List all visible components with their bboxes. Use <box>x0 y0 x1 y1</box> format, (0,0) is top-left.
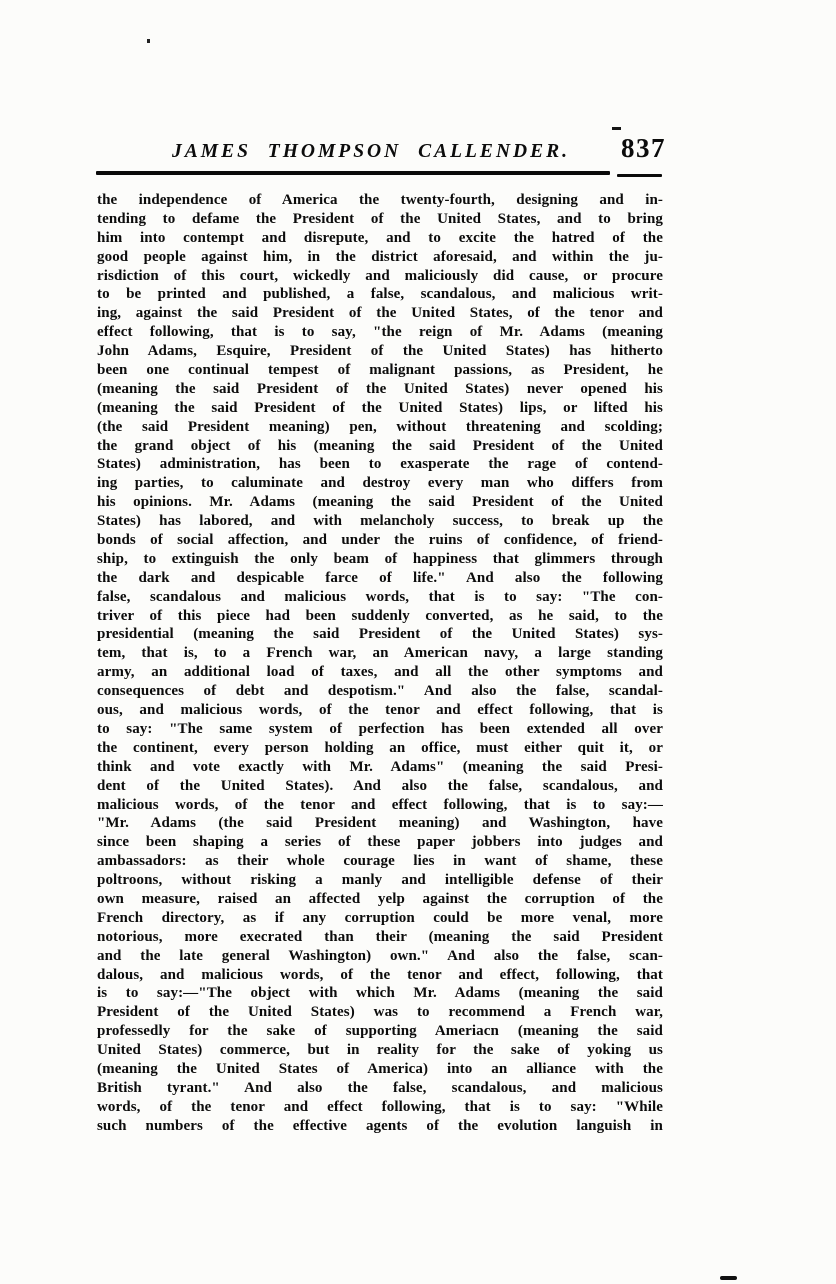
text-line: professedly for the sake of supporting Ameriacn (meaning the said <box>97 1023 663 1040</box>
running-head-title: JAMES THOMPSON CALLENDER. <box>171 141 570 162</box>
text-line: ambassadors: as their whole courage lies in want of shame, these <box>97 853 663 870</box>
text-line: notorious, more execrated than their (meaning the said President <box>97 928 663 945</box>
text-line: tem, that is, to a French war, an American navy, a large standing <box>97 645 663 662</box>
text-line: dalous, and malicious words, of the tenor and effect, following, that <box>97 966 663 983</box>
text-line: the grand object of his (meaning the said President of the United <box>97 437 663 454</box>
text-line: bonds of social affection, and under the ruins of confidence, of friend- <box>97 532 663 549</box>
text-line: "Mr. Adams (the said President meaning) and Washington, have <box>97 815 663 832</box>
text-line: effect following, that is to say, "the reign of Mr. Adams (meaning <box>97 324 663 341</box>
text-line: the dark and despicable farce of life." And also the following <box>97 569 663 586</box>
text-line: and the late general Washington) own." And also the false, scan- <box>97 947 663 964</box>
text-line: such numbers of the effective agents of the evolution languish in <box>97 1117 663 1134</box>
text-line: President of the United States) was to recommend a French war, <box>97 1004 663 1021</box>
text-line: triver of this piece had been suddenly converted, as he said, to the <box>97 607 663 624</box>
text-line: him into contempt and disrepute, and to excite the hatred of the <box>97 229 663 246</box>
text-line: States) administration, has been to exasperate the rage of contend- <box>97 456 663 473</box>
header-rule-long <box>96 171 610 175</box>
text-line: been one continual tempest of malignant passions, as President, he <box>97 362 663 379</box>
text-line: States) has labored, and with melancholy success, to break up the <box>97 513 663 530</box>
text-line: (meaning the said President of the United States) never opened his <box>97 380 663 397</box>
text-line: ship, to extinguish the only beam of happiness that glimmers through <box>97 550 663 567</box>
text-line: malicious words, of the tenor and effect following, that is to say:— <box>97 796 663 813</box>
text-line: (meaning the United States of America) into an alliance with the <box>97 1060 663 1077</box>
text-line: presidential (meaning the said President of the United States) sys- <box>97 626 663 643</box>
text-line: own measure, raised an affected yelp against the corruption of the <box>97 890 663 907</box>
text-line: to say: "The same system of perfection has been extended all over <box>97 720 663 737</box>
ink-dash-icon <box>612 127 621 130</box>
text-line: is to say:—"The object with which Mr. Adams (meaning the said <box>97 985 663 1002</box>
text-line: think and vote exactly with Mr. Adams" (meaning the said Presi- <box>97 758 663 775</box>
text-line: poltroons, without risking a manly and intelligible defense of their <box>97 872 663 889</box>
text-line: ing, against the said President of the United States, of the tenor and <box>97 305 663 322</box>
ink-speck-icon <box>147 39 150 43</box>
text-line: good people against him, in the district aforesaid, and within the ju- <box>97 248 663 265</box>
header-rule-short <box>617 174 662 177</box>
text-line: the independence of America the twenty-fourth, designing and in- <box>97 192 663 208</box>
text-line: consequences of debt and despotism." And also the false, scandal- <box>97 683 663 700</box>
text-line: John Adams, Esquire, President of the United States) has hitherto <box>97 343 663 360</box>
text-line: British tyrant." And also the false, scandalous, and malicious <box>97 1079 663 1096</box>
text-line: to be printed and published, a false, scandalous, and malicious writ- <box>97 286 663 303</box>
text-line: ing parties, to caluminate and destroy every man who differs from <box>97 475 663 492</box>
page-number: 837 <box>621 133 666 163</box>
text-line: French directory, as if any corruption could be more venal, more <box>97 909 663 926</box>
text-line: (meaning the said President of the United States) lips, or lifted his <box>97 399 663 416</box>
text-line: his opinions. Mr. Adams (meaning the said President of the United <box>97 494 663 511</box>
text-line: the continent, every person holding an office, must either quit it, or <box>97 739 663 756</box>
ink-smudge-icon <box>720 1276 737 1280</box>
text-line: (the said President meaning) pen, without threatening and scolding; <box>97 418 663 435</box>
text-line: words, of the tenor and effect following, that is to say: "While <box>97 1098 663 1115</box>
body-text-block <box>97 191 663 1136</box>
text-line: risdiction of this court, wickedly and maliciously did cause, or procure <box>97 267 663 284</box>
text-line: since been shaping a series of these paper jobbers into judges and <box>97 834 663 851</box>
text-line: false, scandalous and malicious words, that is to say: "The con- <box>97 588 663 605</box>
text-line: United States) commerce, but in reality for the sake of yoking us <box>97 1042 663 1059</box>
text-line: tending to defame the President of the United States, and to bring <box>97 210 663 227</box>
text-line: army, an additional load of taxes, and all the other symptoms and <box>97 664 663 681</box>
text-line: ous, and malicious words, of the tenor and effect following, that is <box>97 702 663 719</box>
text-line: dent of the United States). And also the false, scandalous, and <box>97 777 663 794</box>
